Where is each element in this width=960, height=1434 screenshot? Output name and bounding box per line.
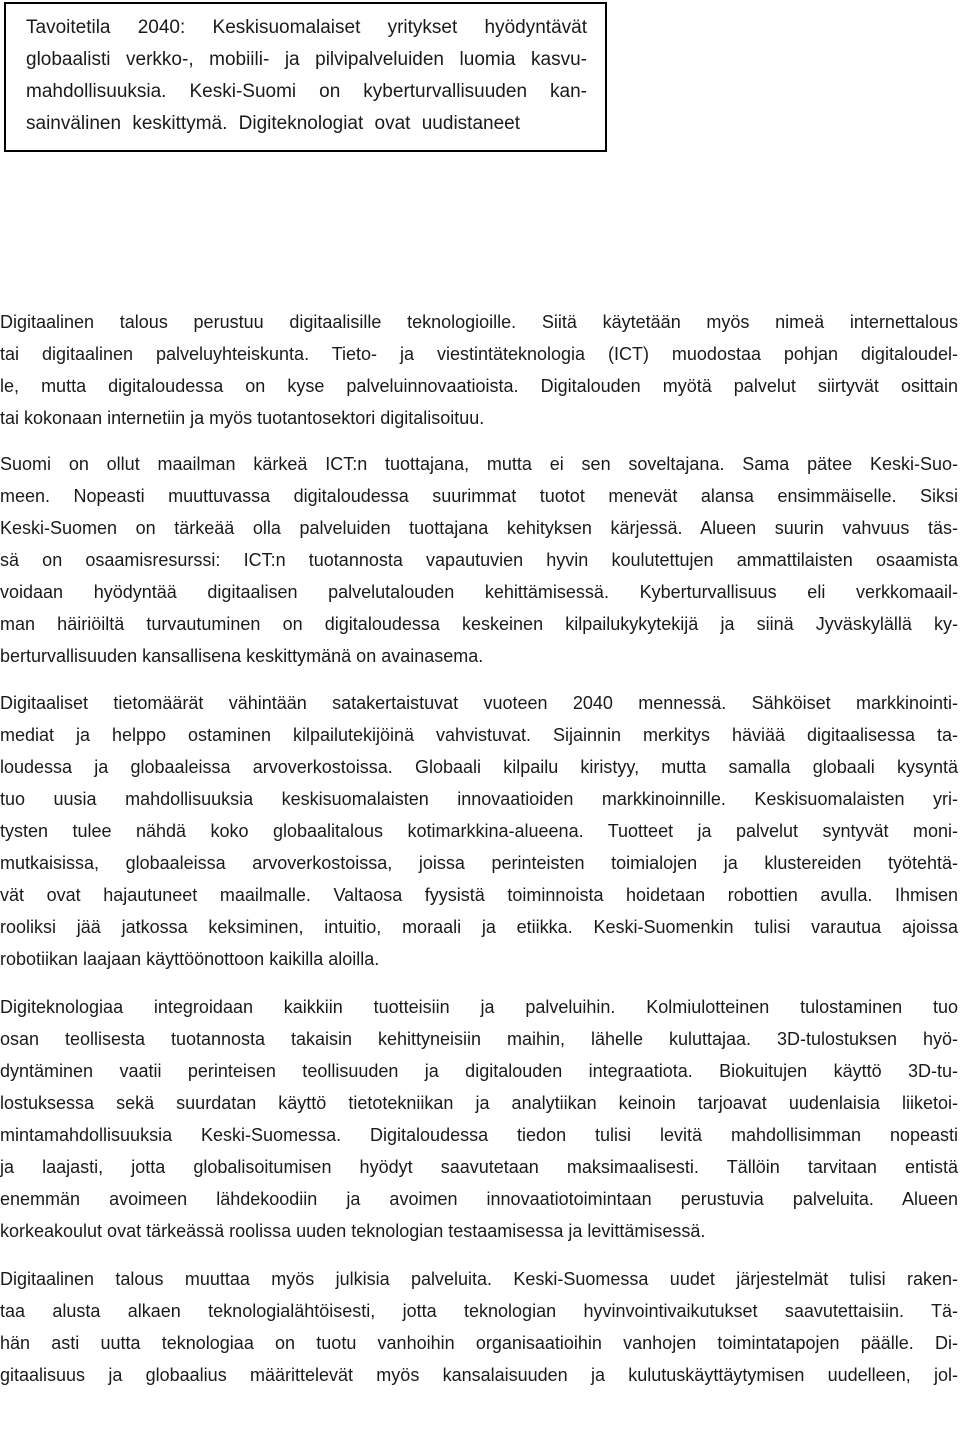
text-line: Suomi on ollut maailman kärkeä ICT:n tuottajana, mutta ei sen soveltajana. Sama pätee Keski-Suo- (0, 454, 958, 474)
text-line: osan teollisesta tuotannosta takaisin kehittyneisiin maihin, lähelle kuluttajaa. 3D-tulostuksen hyö- (0, 1029, 958, 1049)
text-line: ja laajasti, jotta globalisoitumisen hyödyt saavutetaan maksimaalisesti. Tällöin tarvitaan entistä (0, 1157, 958, 1177)
text-line: dyntäminen vaatii perinteisen teollisuuden ja digitalouden integraatiota. Biokuitujen käyttö 3D-tu- (0, 1061, 958, 1081)
paragraph (0, 991, 958, 1247)
text-line: Digiteknologiaa integroidaan kaikkiin tuotteisiin ja palveluihin. Kolmiulotteinen tulostaminen tuo (0, 997, 958, 1017)
vision-text-line: sainvälinen keskittymä. Digiteknologiat ovat uudistaneet (26, 113, 520, 134)
text-line: berturvallisuuden kansallisena keskittymänä on avainasema. (0, 646, 484, 666)
body-text (0, 306, 958, 1407)
paragraph (0, 1263, 958, 1391)
text-line: vät ovat hajautuneet maailmalle. Valtaosa fyysistä toiminnoista hoidetaan robottien avulla. Ihmisen (0, 885, 958, 905)
vision-text-line: mahdollisuuksia. Keski-Suomi on kyberturvallisuuden kan- (26, 81, 587, 102)
text-line: Digitaalinen talous muuttaa myös julkisia palveluita. Keski-Suomessa uudet järjestelmät tulisi raken- (0, 1269, 958, 1289)
text-line: tai kokonaan internetiin ja myös tuotantosektori digitalisoituu. (0, 408, 485, 428)
text-line: meen. Nopeasti muuttuvassa digitaloudessa suurimmat tuotot menevät alansa ensimmäiselle. Siksi (0, 486, 958, 506)
text-line: Digitaalinen talous perustuu digitaalisille teknologioille. Siitä käytetään myös nimeä internettalous (0, 312, 958, 332)
text-line: tai digitaalinen palveluyhteiskunta. Tieto- ja viestintäteknologia (ICT) muodostaa pohjan digitaloudel- (0, 344, 958, 364)
text-line: gitaalisuus ja globaalius määrittelevät myös kansalaisuuden ja kulutuskäyttäytymisen uudelleen, jol- (0, 1365, 958, 1385)
vision-box (4, 2, 607, 152)
vision-text-line: globaalisti verkko-, mobiili- ja pilvipalveluiden luomia kasvu- (26, 49, 587, 70)
text-line: robotiikan laajaan käyttöönottoon kaikilla aloilla. (0, 949, 380, 969)
text-line: mintamahdollisuuksia Keski-Suomessa. Digitaloudessa tiedon tulisi levitä mahdollisimman nopeasti (0, 1125, 958, 1145)
text-line: Digitaaliset tietomäärät vähintään satakertaistuvat vuoteen 2040 mennessä. Sähköiset markkinointi- (0, 693, 958, 713)
text-line: man häiriöiltä turvautuminen on digitaloudessa keskeinen kilpailukykytekijä ja siinä Jyväskylällä ky- (0, 614, 958, 634)
text-line: Keski-Suomen on tärkeää olla palveluiden tuottajana kehityksen kärjessä. Alueen suurin vahvuus täs- (0, 518, 958, 538)
text-line: taa alusta alkaen teknologialähtöisesti, jotta teknologian hyvinvointivaikutukset saavutettaisiin. Tä- (0, 1301, 958, 1321)
text-line: sä on osaamisresurssi: ICT:n tuotannosta vapautuvien hyvin koulutettujen ammattilaisten osaamista (0, 550, 958, 570)
text-line: tuo uusia mahdollisuuksia keskisuomalaisten innovaatioiden markkinoinnille. Keskisuomalaisten yri- (0, 789, 958, 809)
text-line: korkeakoulut ovat tärkeässä roolissa uuden teknologian testaamisessa ja levittämisessä. (0, 1221, 706, 1241)
text-line: voidaan hyödyntää digitaalisen palvelutalouden kehittämisessä. Kyberturvallisuus eli verkkomaail- (0, 582, 958, 602)
text-line: rooliksi jää jatkossa keksiminen, intuitio, moraali ja etiikka. Keski-Suomenkin tulisi varautua ajoissa (0, 917, 958, 937)
text-line: le, mutta digitaloudessa on kyse palveluinnovaatioista. Digitalouden myötä palvelut siirtyvät osittain (0, 376, 958, 396)
text-line: lostuksessa sekä suurdatan käyttö tietotekniikan ja analytiikan keinoin tarjoavat uudenlaisia liiketoi- (0, 1093, 958, 1113)
text-line: mediat ja helppo ostaminen kilpailutekijöinä vahvistuvat. Sijainnin merkitys häviää digitaalisessa ta- (0, 725, 958, 745)
paragraph (0, 306, 958, 434)
text-line: loudessa ja globaaleissa arvoverkostoissa. Globaali kilpailu kiristyy, mutta samalla globaali kysyntä (0, 757, 958, 777)
vision-text-line: Tavoitetila 2040: Keskisuomalaiset yritykset hyödyntävät (26, 17, 587, 38)
text-line: hän asti uutta teknologiaa on tuotu vanhoihin organisaatioihin vanhojen toimintatapojen päälle. Di- (0, 1333, 958, 1353)
paragraph (0, 448, 958, 672)
text-line: mutkaisissa, globaaleissa arvoverkostoissa, joissa perinteisten toimialojen ja klustereiden työtehtä- (0, 853, 958, 873)
text-line: tysten tulee nähdä koko globaalitalous kotimarkkina-alueena. Tuotteet ja palvelut syntyvät moni- (0, 821, 958, 841)
paragraph (0, 687, 958, 975)
text-line: enemmän avoimeen lähdekoodiin ja avoimen innovaatiotoimintaan perustuvia palveluita. Alueen (0, 1189, 958, 1209)
